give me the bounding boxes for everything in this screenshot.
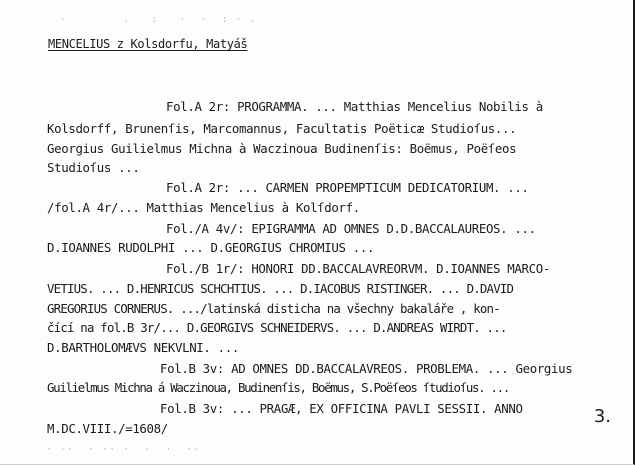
text-line: Guilielmus Michna á Waczinoua, Budinenſis, Boëmus, S.Poëſeos ſtudioſus. ... <box>47 380 509 395</box>
text-line: Fol.A 2r: ... CARMEN PROPEMPTICUM DEDICATORIUM. ... <box>166 180 529 195</box>
page-number: 3. <box>593 406 611 427</box>
text-line: D.IOANNES RUDOLPHI ... D.GEORGIUS CHROMIUS ... <box>47 240 375 255</box>
text-line: Kolsdorff, Brunenſis, Marcomannus, Facultatis Poëticæ Studioſus... <box>47 121 517 136</box>
text-line: Fol./A 4v/: EPIGRAMMA AD OMNES D.D.BACCALAUREOS. ... <box>166 221 536 236</box>
text-line: GREGORIUS CORNERUS. .../latinská disticha na všechny bakaláře , kon- <box>47 301 500 316</box>
text-line: Fol.B 3v: AD OMNES DD.BACCALAVREOS. PROBLEMA. ... Georgius <box>160 361 573 376</box>
text-line: Georgius Guilielmus Michna à Waczinoua Budinenſis: Boëmus, Poëſeos <box>47 141 517 156</box>
text-line: Fol.A 2r: PROGRAMMA. ... Matthias Mencelius Nobilis à <box>166 99 543 114</box>
bottom-smudge: · -· · ·· · - · ·- <box>46 444 201 455</box>
top-smudge: - . : · · : · . <box>60 14 257 25</box>
text-line: D.BARTHOLOMÆVS NEKVLNI. ... <box>47 340 239 355</box>
text-line: čící na fol.B 3r/... D.GEORGIVS SCHNEIDERVS. ... D.ANDREAS WIRDT. ... <box>47 320 507 335</box>
text-line: VETIUS. ... D.HENRICUS SCHCHTIUS. ... D.IACOBUS RISTINGER. ... D.DAVID <box>47 281 514 296</box>
card-heading: MENCELIUS z Kolsdorfu, Matyáš <box>48 37 248 51</box>
text-line: Studioſus ... <box>47 160 140 175</box>
text-line: Fol./B 1r/: HONORI DD.BACCALAVREORVM. D.IOANNES MARCO- <box>166 261 550 276</box>
text-line: M.DC.VIII./=1608/ <box>47 421 168 436</box>
text-line: Fol.B 3v: ... PRAGÆ, EX OFFICINA PAVLI SESSII. ANNO <box>160 401 523 416</box>
text-line: /fol.A 4r/... Matthias Mencelius à Kolſdorf. <box>47 200 360 215</box>
